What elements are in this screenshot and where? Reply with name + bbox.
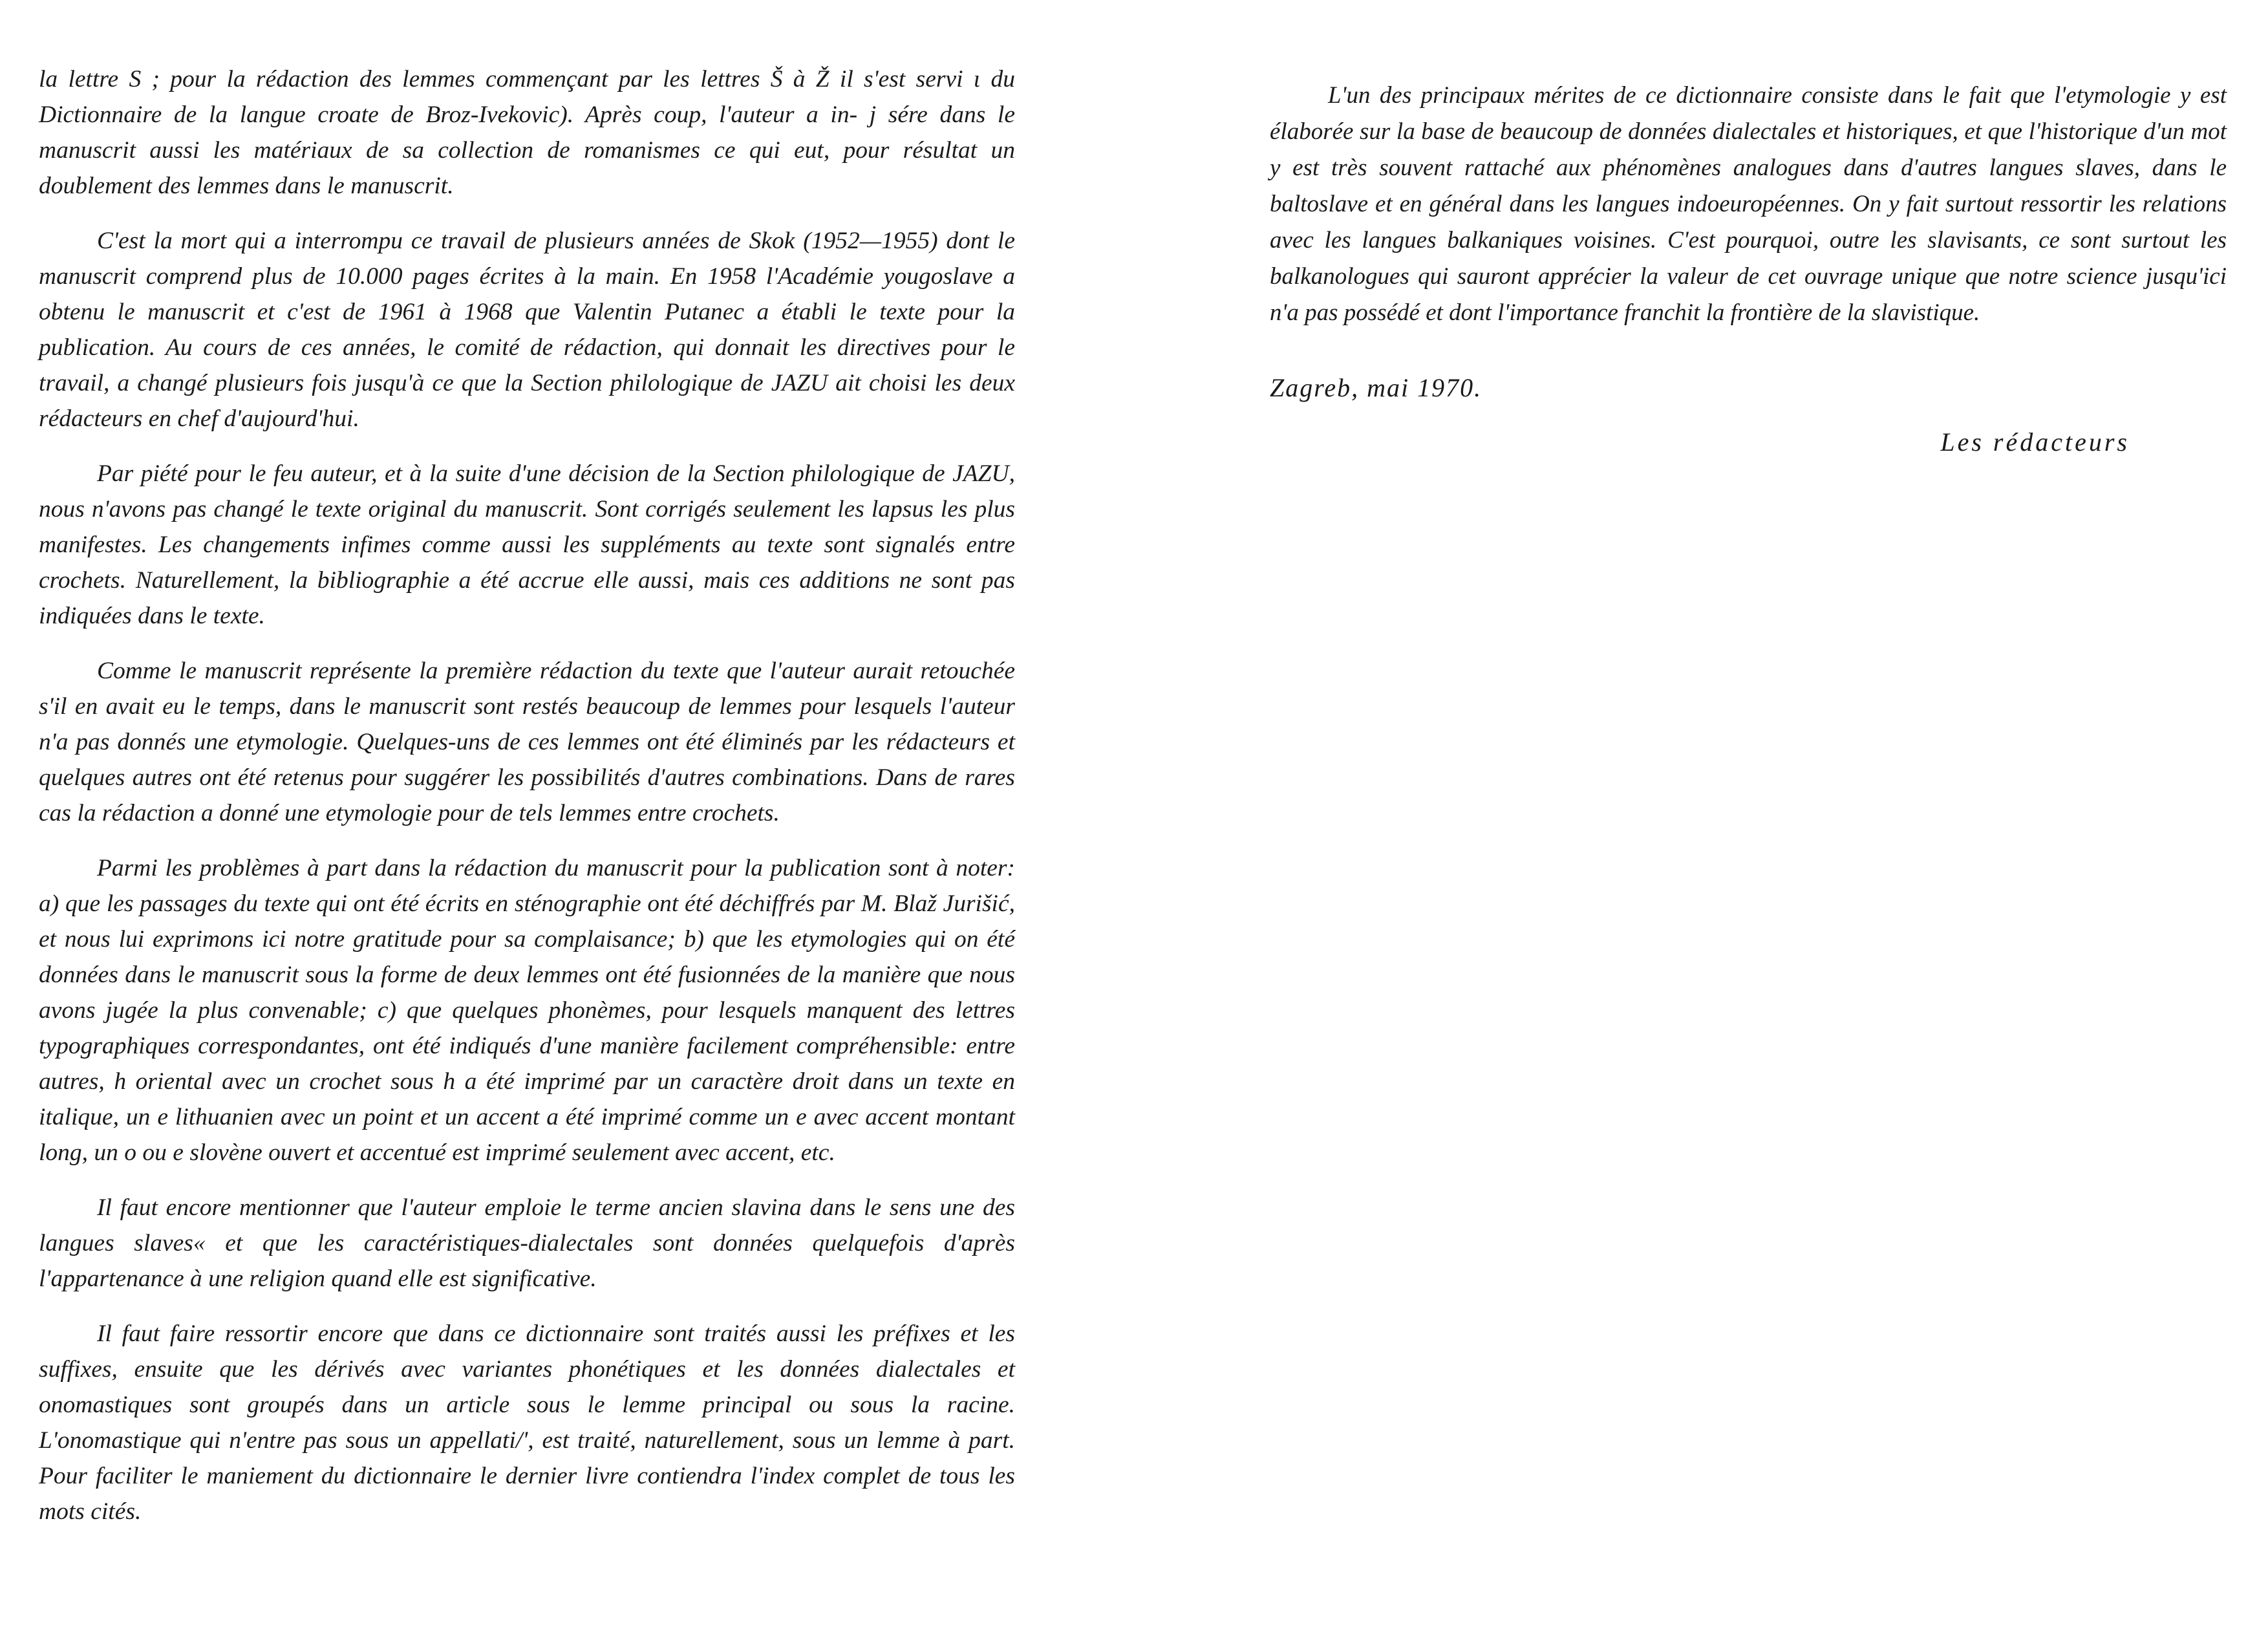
- right-page-text-column: [1270, 78, 2227, 460]
- paragraph-prefixes-suffixes: Il faut faire ressortir encore que dans ce dictionnaire sont traités aussi les préfixes et les suffixes, ensuite que les dérivés avec variantes phonétiques et les données dialectales et onomastiques sont groupés dans un article sous le lemme principal ou sous la racine. L'onomastique qui n'entre pas sous un appellati/', est traité, naturellement, sous un lemme à part. Pour faciliter le maniement du dictionnaire le dernier livre contiendra l'index complet de tous les mots cités.: [39, 1320, 1015, 1525]
- paragraph-missing-etymologies: Comme le manuscrit représente la première rédaction du texte que l'auteur aurait retouchée s'il en avait eu le temps, dans le manuscrit sont restés beaucoup de lemmes pour lesquels l'auteur n'a pas donnés une etymologie. Quelques-uns de ces lemmes ont été éliminés par les rédacteurs et quelques autres ont été retenus pour suggérer les possibilités d'autres combinations. Dans de rares cas la rédaction a donné une etymologie pour de tels lemmes entre crochets.: [39, 658, 1015, 826]
- paragraph-terminology: Il faut encore mentionner que l'auteur emploie le terme ancien slavina dans le sens une des langues slaves« et que les caractéristiques-dialectales sont données quelquefois d'après l'appartenance à une religion quand elle est significative.: [39, 1194, 1015, 1292]
- paragraph-editorial-policy: Par piété pour le feu auteur, et à la suite d'une décision de la Section philologique de JAZU, nous n'avons pas changé le texte original du manuscrit. Sont corrigés seulement les lapsus les plus manifestes. Les changements infimes comme aussi les suppléments au texte sont signalés entre crochets. Naturellement, la bibliographie a été accrue elle aussi, mais ces additions ne sont pas indiquées dans le texte.: [39, 460, 1015, 629]
- left-page-text-column: [39, 61, 1015, 1549]
- place-and-date: Zagreb, mai 1970.: [1270, 373, 1482, 402]
- paragraph-merits: L'un des principaux mérites de ce dictionnaire consiste dans le fait que l'etymologie y est élaborée sur la base de beaucoup de données dialectales et historiques, et que l'historique d'un mot y est très souvent rattaché aux phénomènes analogues dans d'autres langues slaves, dans le baltoslave et en général dans les langues indoeuropéennes. On y fait surtout ressortir les relations avec les langues balkaniques voisines. C'est pourquoi, outre les slavisants, ce sont surtout les balkanologues qui sauront apprécier la valeur de cet ouvrage unique que notre science jusqu'ici n'a pas possédé et dont l'importance franchit la frontière de la slavistique.: [1270, 82, 2227, 326]
- paragraph-editing-problems: Parmi les problèmes à part dans la rédaction du manuscrit pour la publication sont à noter: a) que les passages du texte qui ont été écrits en sténographie ont été déchiffrés par M. Blaž Jurišić, et nous lui exprimons ici notre gratitude pour sa complaisance; b) que les etymologies qui on été données dans le manuscrit sous la forme de deux lemmes ont été fusionnées de la manière que nous avons jugée la plus convenable; c) que quelques phonèmes, pour lesquels manquent des lettres typographiques correspondantes, ont été indiqués d'une manière facilement compréhensible: entre autres, h oriental avec un crochet sous h a été imprimé par un caractère droit dans un texte en italique, un e lithuanien avec un point et un accent a été imprimé comme un e avec accent montant long, un o ou e slovène ouvert et accentué est imprimé seulement avec accent, etc.: [39, 855, 1015, 1166]
- paragraph-manuscript-history: C'est la mort qui a interrompu ce travail de plusieurs années de Skok (1952—1955) dont le manuscrit comprend plus de 10.000 pages écrites à la main. En 1958 l'Académie yougoslave a obtenu le manuscrit et c'est de 1961 à 1968 que Valentin Putanec a établi le texte pour la publication. Au cours de ces années, le comité de rédaction, qui donnait les directives pour le travail, a changé plusieurs fois jusqu'à ce que la Section philologique de JAZU ait choisi les deux rédacteurs en chef d'aujourd'hui.: [39, 228, 1015, 432]
- paragraph-continuation: la lettre S ; pour la rédaction des lemmes commençant par les lettres Š à Ž il s'est servi ι du Dictionnaire de la langue croate de Broz-Ivekovic). Après coup, l'auteur a in- j sére dans le manuscrit aussi les matériaux de sa collection de romanismes ce qui eut, pour résultat un doublement des lemmes dans le manuscrit.: [39, 66, 1015, 199]
- right-page: [1134, 0, 2268, 1649]
- signature: Les rédacteurs: [1940, 427, 2130, 457]
